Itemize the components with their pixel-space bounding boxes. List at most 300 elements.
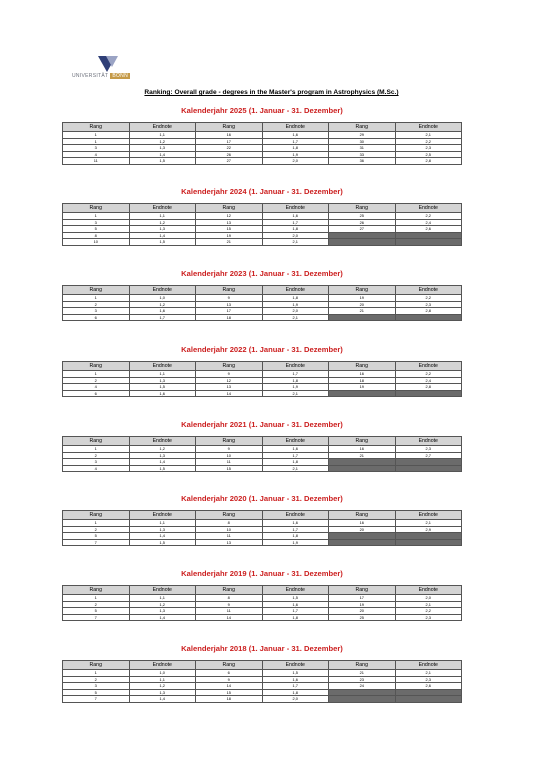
table-cell: 1,2 (129, 138, 196, 145)
table-cell: 1,9 (262, 151, 329, 158)
table-header-row (63, 661, 462, 670)
table-cell: 9 (196, 601, 263, 608)
table-cell: 12 (196, 377, 263, 384)
year-heading: Kalenderjahr 2019 (1. Januar - 31. Dezember) (181, 569, 343, 578)
table-cell: 1,5 (262, 595, 329, 602)
table-cell: 17 (196, 308, 263, 315)
column-header: Endnote (262, 286, 329, 295)
year-section (62, 420, 462, 472)
table-cell: 9 (196, 446, 263, 453)
column-header: Endnote (129, 511, 196, 520)
column-header: Rang (196, 286, 263, 295)
table-cell: 30 (329, 138, 396, 145)
table-cell: 1 (63, 132, 130, 139)
ranking-table (62, 285, 462, 321)
table-cell: 1,3 (129, 226, 196, 233)
column-header: Rang (63, 123, 130, 132)
table-header-row (63, 204, 462, 213)
table-cell: 2,0 (262, 232, 329, 239)
table-cell: 25 (329, 213, 396, 220)
table-cell: 1,6 (262, 520, 329, 527)
year-section (62, 106, 462, 165)
table-cell: 2,4 (395, 219, 462, 226)
table-cell: 33 (329, 151, 396, 158)
table-cell: 2,5 (395, 151, 462, 158)
table-cell: 27 (329, 226, 396, 233)
table-header-row (63, 586, 462, 595)
logo-bonn: BONN (112, 73, 129, 79)
table-cell: 1,5 (129, 539, 196, 546)
table-cell: 1,6 (262, 601, 329, 608)
table-cell: 10 (196, 452, 263, 459)
table-row (63, 601, 462, 608)
column-header: Endnote (262, 511, 329, 520)
table-row (63, 132, 462, 139)
column-header: Endnote (395, 123, 462, 132)
table-cell: 22 (196, 145, 263, 152)
table-cell (329, 465, 396, 472)
table-cell: 1,4 (129, 696, 196, 703)
ranking-table (62, 436, 462, 472)
table-cell: 1,9 (262, 301, 329, 308)
table-cell: 1,8 (262, 459, 329, 466)
table-cell: 1,3 (129, 452, 196, 459)
table-cell (395, 533, 462, 540)
table-cell (395, 696, 462, 703)
table-cell: 5 (63, 533, 130, 540)
column-header: Endnote (395, 511, 462, 520)
table-cell: 2,0 (262, 308, 329, 315)
table-cell: 20 (329, 526, 396, 533)
column-header: Rang (63, 661, 130, 670)
table-row (63, 595, 462, 602)
table-cell: 2 (63, 452, 130, 459)
table-cell: 1,2 (129, 601, 196, 608)
table-cell: 1,8 (262, 226, 329, 233)
year-section (62, 269, 462, 321)
column-header: Rang (329, 511, 396, 520)
table-row (63, 226, 462, 233)
column-header: Rang (329, 661, 396, 670)
column-header: Endnote (129, 362, 196, 371)
table-cell: 19 (329, 295, 396, 302)
table-cell: 2,1 (262, 314, 329, 321)
column-header: Rang (63, 362, 130, 371)
table-cell: 8 (63, 232, 130, 239)
table-cell: 2,3 (395, 446, 462, 453)
table-cell: 1,6 (262, 446, 329, 453)
column-header: Endnote (395, 204, 462, 213)
table-cell (329, 232, 396, 239)
table-cell: 1,8 (262, 295, 329, 302)
table-cell: 2,0 (395, 595, 462, 602)
table-row (63, 683, 462, 690)
table-cell: 36 (329, 158, 396, 165)
table-cell: 1,6 (129, 308, 196, 315)
column-header: Endnote (395, 586, 462, 595)
column-header: Rang (63, 204, 130, 213)
table-cell: 1,4 (129, 533, 196, 540)
column-header: Endnote (262, 586, 329, 595)
table-cell: 1,3 (129, 689, 196, 696)
table-header-row (63, 511, 462, 520)
table-row (63, 314, 462, 321)
table-cell (329, 239, 396, 246)
column-header: Rang (63, 437, 130, 446)
table-cell: 14 (196, 683, 263, 690)
table-cell: 20 (329, 301, 396, 308)
table-cell (329, 696, 396, 703)
table-cell: 7 (63, 539, 130, 546)
table-cell: 8 (196, 595, 263, 602)
column-header: Rang (63, 286, 130, 295)
table-cell: 2,0 (262, 158, 329, 165)
table-cell: 1,2 (129, 301, 196, 308)
column-header: Endnote (395, 661, 462, 670)
table-cell: 2,1 (395, 520, 462, 527)
table-cell: 2,3 (395, 614, 462, 621)
column-header: Endnote (129, 661, 196, 670)
column-header: Endnote (129, 204, 196, 213)
table-cell: 2,1 (262, 465, 329, 472)
table-row (63, 670, 462, 677)
table-cell: 21 (329, 670, 396, 677)
table-row (63, 384, 462, 391)
table-cell: 1,4 (129, 614, 196, 621)
table-cell: 3 (63, 308, 130, 315)
table-cell: 7 (63, 696, 130, 703)
table-row (63, 446, 462, 453)
table-row (63, 239, 462, 246)
table-cell: 1,6 (262, 132, 329, 139)
year-section (62, 187, 462, 246)
table-row (63, 452, 462, 459)
table-cell (395, 239, 462, 246)
table-row (63, 459, 462, 466)
table-cell: 29 (329, 132, 396, 139)
table-cell: 1 (63, 213, 130, 220)
table-cell: 2,7 (395, 452, 462, 459)
table-cell: 1 (63, 595, 130, 602)
table-cell: 1 (63, 138, 130, 145)
table-cell: 8 (196, 520, 263, 527)
table-cell: 2,8 (395, 158, 462, 165)
table-cell: 2,1 (395, 601, 462, 608)
table-cell: 9 (196, 371, 263, 378)
table-cell: 1,8 (262, 689, 329, 696)
table-cell: 3 (63, 219, 130, 226)
ranking-table (62, 203, 462, 246)
table-cell: 1,0 (129, 295, 196, 302)
table-header-row (63, 437, 462, 446)
table-cell: 13 (196, 301, 263, 308)
table-cell (329, 533, 396, 540)
table-cell: 5 (63, 608, 130, 615)
table-cell: 11 (196, 533, 263, 540)
table-cell: 21 (329, 452, 396, 459)
table-cell (395, 314, 462, 321)
table-cell (329, 390, 396, 397)
table-row (63, 138, 462, 145)
column-header: Endnote (262, 362, 329, 371)
table-cell: 16 (329, 371, 396, 378)
table-row (63, 520, 462, 527)
column-header: Rang (329, 204, 396, 213)
table-cell: 1,7 (262, 219, 329, 226)
table-cell: 4 (63, 384, 130, 391)
table-cell: 1,8 (262, 533, 329, 540)
logo-university: UNIVERSITÄT (72, 73, 109, 79)
table-cell: 1,7 (262, 371, 329, 378)
year-heading: Kalenderjahr 2021 (1. Januar - 31. Dezember) (181, 420, 343, 429)
table-cell: 1,3 (129, 377, 196, 384)
table-cell: 10 (196, 526, 263, 533)
table-cell: 17 (329, 595, 396, 602)
logo-text (72, 73, 130, 79)
table-cell: 5 (63, 226, 130, 233)
year-heading: Kalenderjahr 2023 (1. Januar - 31. Dezember) (181, 269, 343, 278)
column-header: Endnote (262, 123, 329, 132)
year-heading: Kalenderjahr 2018 (1. Januar - 31. Dezember) (181, 644, 343, 653)
table-cell: 15 (196, 689, 263, 696)
column-header: Rang (196, 123, 263, 132)
table-row (63, 213, 462, 220)
column-header: Rang (196, 586, 263, 595)
column-header: Rang (329, 586, 396, 595)
table-cell: 19 (329, 601, 396, 608)
table-cell: 14 (196, 390, 263, 397)
year-section (62, 494, 462, 546)
table-row (63, 232, 462, 239)
table-cell: 1,7 (262, 683, 329, 690)
table-cell: 2 (63, 676, 130, 683)
column-header: Rang (196, 437, 263, 446)
table-cell: 2,6 (395, 683, 462, 690)
table-cell: 2,2 (395, 295, 462, 302)
column-header: Endnote (395, 286, 462, 295)
table-cell: 1 (63, 446, 130, 453)
ranking-table (62, 122, 462, 165)
table-cell: 24 (329, 683, 396, 690)
ranking-table (62, 361, 462, 397)
table-cell: 14 (196, 614, 263, 621)
column-header: Rang (196, 204, 263, 213)
table-cell: 6 (196, 670, 263, 677)
table-cell: 13 (196, 219, 263, 226)
table-cell (329, 459, 396, 466)
table-row (63, 526, 462, 533)
table-row (63, 145, 462, 152)
table-row (63, 533, 462, 540)
table-cell: 1,6 (262, 676, 329, 683)
table-cell (395, 232, 462, 239)
table-row (63, 308, 462, 315)
table-cell: 10 (63, 239, 130, 246)
table-cell: 2,2 (395, 371, 462, 378)
table-cell: 6 (63, 314, 130, 321)
table-cell: 1,1 (129, 520, 196, 527)
column-header: Endnote (129, 437, 196, 446)
table-cell: 1,5 (129, 384, 196, 391)
table-cell: 2 (63, 377, 130, 384)
table-cell: 1 (63, 295, 130, 302)
table-cell: 21 (196, 239, 263, 246)
table-cell: 2,8 (395, 308, 462, 315)
table-cell: 19 (196, 232, 263, 239)
table-cell: 2,1 (262, 239, 329, 246)
table-cell: 1 (63, 670, 130, 677)
table-row (63, 295, 462, 302)
table-cell: 1,7 (262, 608, 329, 615)
table-cell: 2,3 (395, 145, 462, 152)
column-header: Endnote (262, 661, 329, 670)
table-cell: 2,0 (262, 696, 329, 703)
table-cell: 5 (63, 689, 130, 696)
year-heading: Kalenderjahr 2025 (1. Januar - 31. Dezember) (181, 106, 343, 115)
table-cell: 3 (63, 145, 130, 152)
column-header: Rang (196, 661, 263, 670)
table-cell: 4 (63, 151, 130, 158)
table-cell: 11 (63, 158, 130, 165)
table-row (63, 608, 462, 615)
table-cell: 1,7 (262, 138, 329, 145)
table-row (63, 689, 462, 696)
table-cell: 2,3 (395, 301, 462, 308)
table-header-row (63, 362, 462, 371)
table-cell: 1,3 (129, 145, 196, 152)
column-header: Endnote (129, 586, 196, 595)
column-header: Endnote (262, 204, 329, 213)
table-row (63, 219, 462, 226)
table-cell (329, 689, 396, 696)
table-cell: 1,6 (129, 390, 196, 397)
column-header: Rang (329, 286, 396, 295)
table-cell: 1,4 (129, 151, 196, 158)
table-cell: 20 (329, 608, 396, 615)
table-cell: 16 (196, 132, 263, 139)
table-cell: 15 (196, 226, 263, 233)
table-cell: 1,8 (262, 377, 329, 384)
table-cell: 31 (329, 145, 396, 152)
table-cell: 1,1 (129, 132, 196, 139)
table-cell: 1 (63, 371, 130, 378)
table-cell: 1,1 (129, 676, 196, 683)
table-cell: 1,0 (129, 670, 196, 677)
table-cell: 2 (63, 526, 130, 533)
year-heading: Kalenderjahr 2022 (1. Januar - 31. Dezember) (181, 345, 343, 354)
table-cell: 12 (196, 213, 263, 220)
ranking-table (62, 585, 462, 621)
table-cell: 1,3 (129, 608, 196, 615)
table-cell (395, 689, 462, 696)
table-cell: 1,1 (129, 595, 196, 602)
table-cell: 16 (329, 446, 396, 453)
table-cell: 1,5 (129, 465, 196, 472)
table-cell: 1,3 (129, 526, 196, 533)
table-cell: 25 (329, 614, 396, 621)
table-cell: 1,5 (129, 239, 196, 246)
year-heading: Kalenderjahr 2020 (1. Januar - 31. Dezember) (181, 494, 343, 503)
table-cell: 2,6 (395, 226, 462, 233)
column-header: Endnote (395, 437, 462, 446)
table-row (63, 676, 462, 683)
table-cell: 26 (329, 219, 396, 226)
table-cell: 2,2 (395, 608, 462, 615)
year-section (62, 644, 462, 703)
university-logo (72, 56, 142, 80)
column-header: Rang (329, 362, 396, 371)
table-cell: 2,2 (395, 213, 462, 220)
table-cell: 1,9 (262, 539, 329, 546)
table-cell: 1,4 (129, 459, 196, 466)
table-row (63, 614, 462, 621)
table-cell: 18 (196, 314, 263, 321)
table-cell: 18 (196, 696, 263, 703)
table-cell: 1,5 (262, 670, 329, 677)
table-cell: 11 (196, 459, 263, 466)
year-section (62, 569, 462, 621)
table-cell: 1,5 (129, 158, 196, 165)
table-cell: 26 (196, 151, 263, 158)
table-cell: 7 (63, 614, 130, 621)
table-cell: 2,4 (395, 377, 462, 384)
table-cell: 1,2 (129, 683, 196, 690)
table-row (63, 158, 462, 165)
table-cell: 9 (196, 295, 263, 302)
table-cell (329, 539, 396, 546)
table-cell: 16 (329, 520, 396, 527)
table-row (63, 390, 462, 397)
table-cell: 1,8 (262, 145, 329, 152)
column-header: Endnote (395, 362, 462, 371)
table-cell: 1,2 (129, 219, 196, 226)
table-row (63, 465, 462, 472)
table-cell: 27 (196, 158, 263, 165)
column-header: Rang (329, 437, 396, 446)
table-cell (329, 314, 396, 321)
year-heading: Kalenderjahr 2024 (1. Januar - 31. Dezember) (181, 187, 343, 196)
table-cell: 1 (63, 520, 130, 527)
table-row (63, 301, 462, 308)
ranking-table (62, 510, 462, 546)
column-header: Endnote (129, 286, 196, 295)
ranking-table (62, 660, 462, 703)
table-cell: 21 (329, 308, 396, 315)
table-cell: 6 (63, 390, 130, 397)
table-cell: 23 (329, 676, 396, 683)
page-title: Ranking: Overall grade - degrees in the Master's program in Astrophysics (M.Sc.) (144, 89, 399, 96)
table-cell: 2,8 (395, 384, 462, 391)
table-cell: 13 (196, 539, 263, 546)
table-row (63, 539, 462, 546)
table-row (63, 151, 462, 158)
table-cell: 1,6 (262, 213, 329, 220)
table-cell: 15 (196, 465, 263, 472)
table-cell: 13 (196, 384, 263, 391)
table-cell: 11 (196, 608, 263, 615)
table-cell: 1,4 (129, 232, 196, 239)
table-header-row (63, 123, 462, 132)
table-header-row (63, 286, 462, 295)
table-cell: 2,9 (395, 526, 462, 533)
column-header: Rang (196, 362, 263, 371)
column-header: Endnote (262, 437, 329, 446)
table-row (63, 371, 462, 378)
table-cell: 1,9 (262, 384, 329, 391)
table-cell: 19 (329, 384, 396, 391)
table-cell: 17 (196, 138, 263, 145)
table-cell: 2,1 (262, 390, 329, 397)
